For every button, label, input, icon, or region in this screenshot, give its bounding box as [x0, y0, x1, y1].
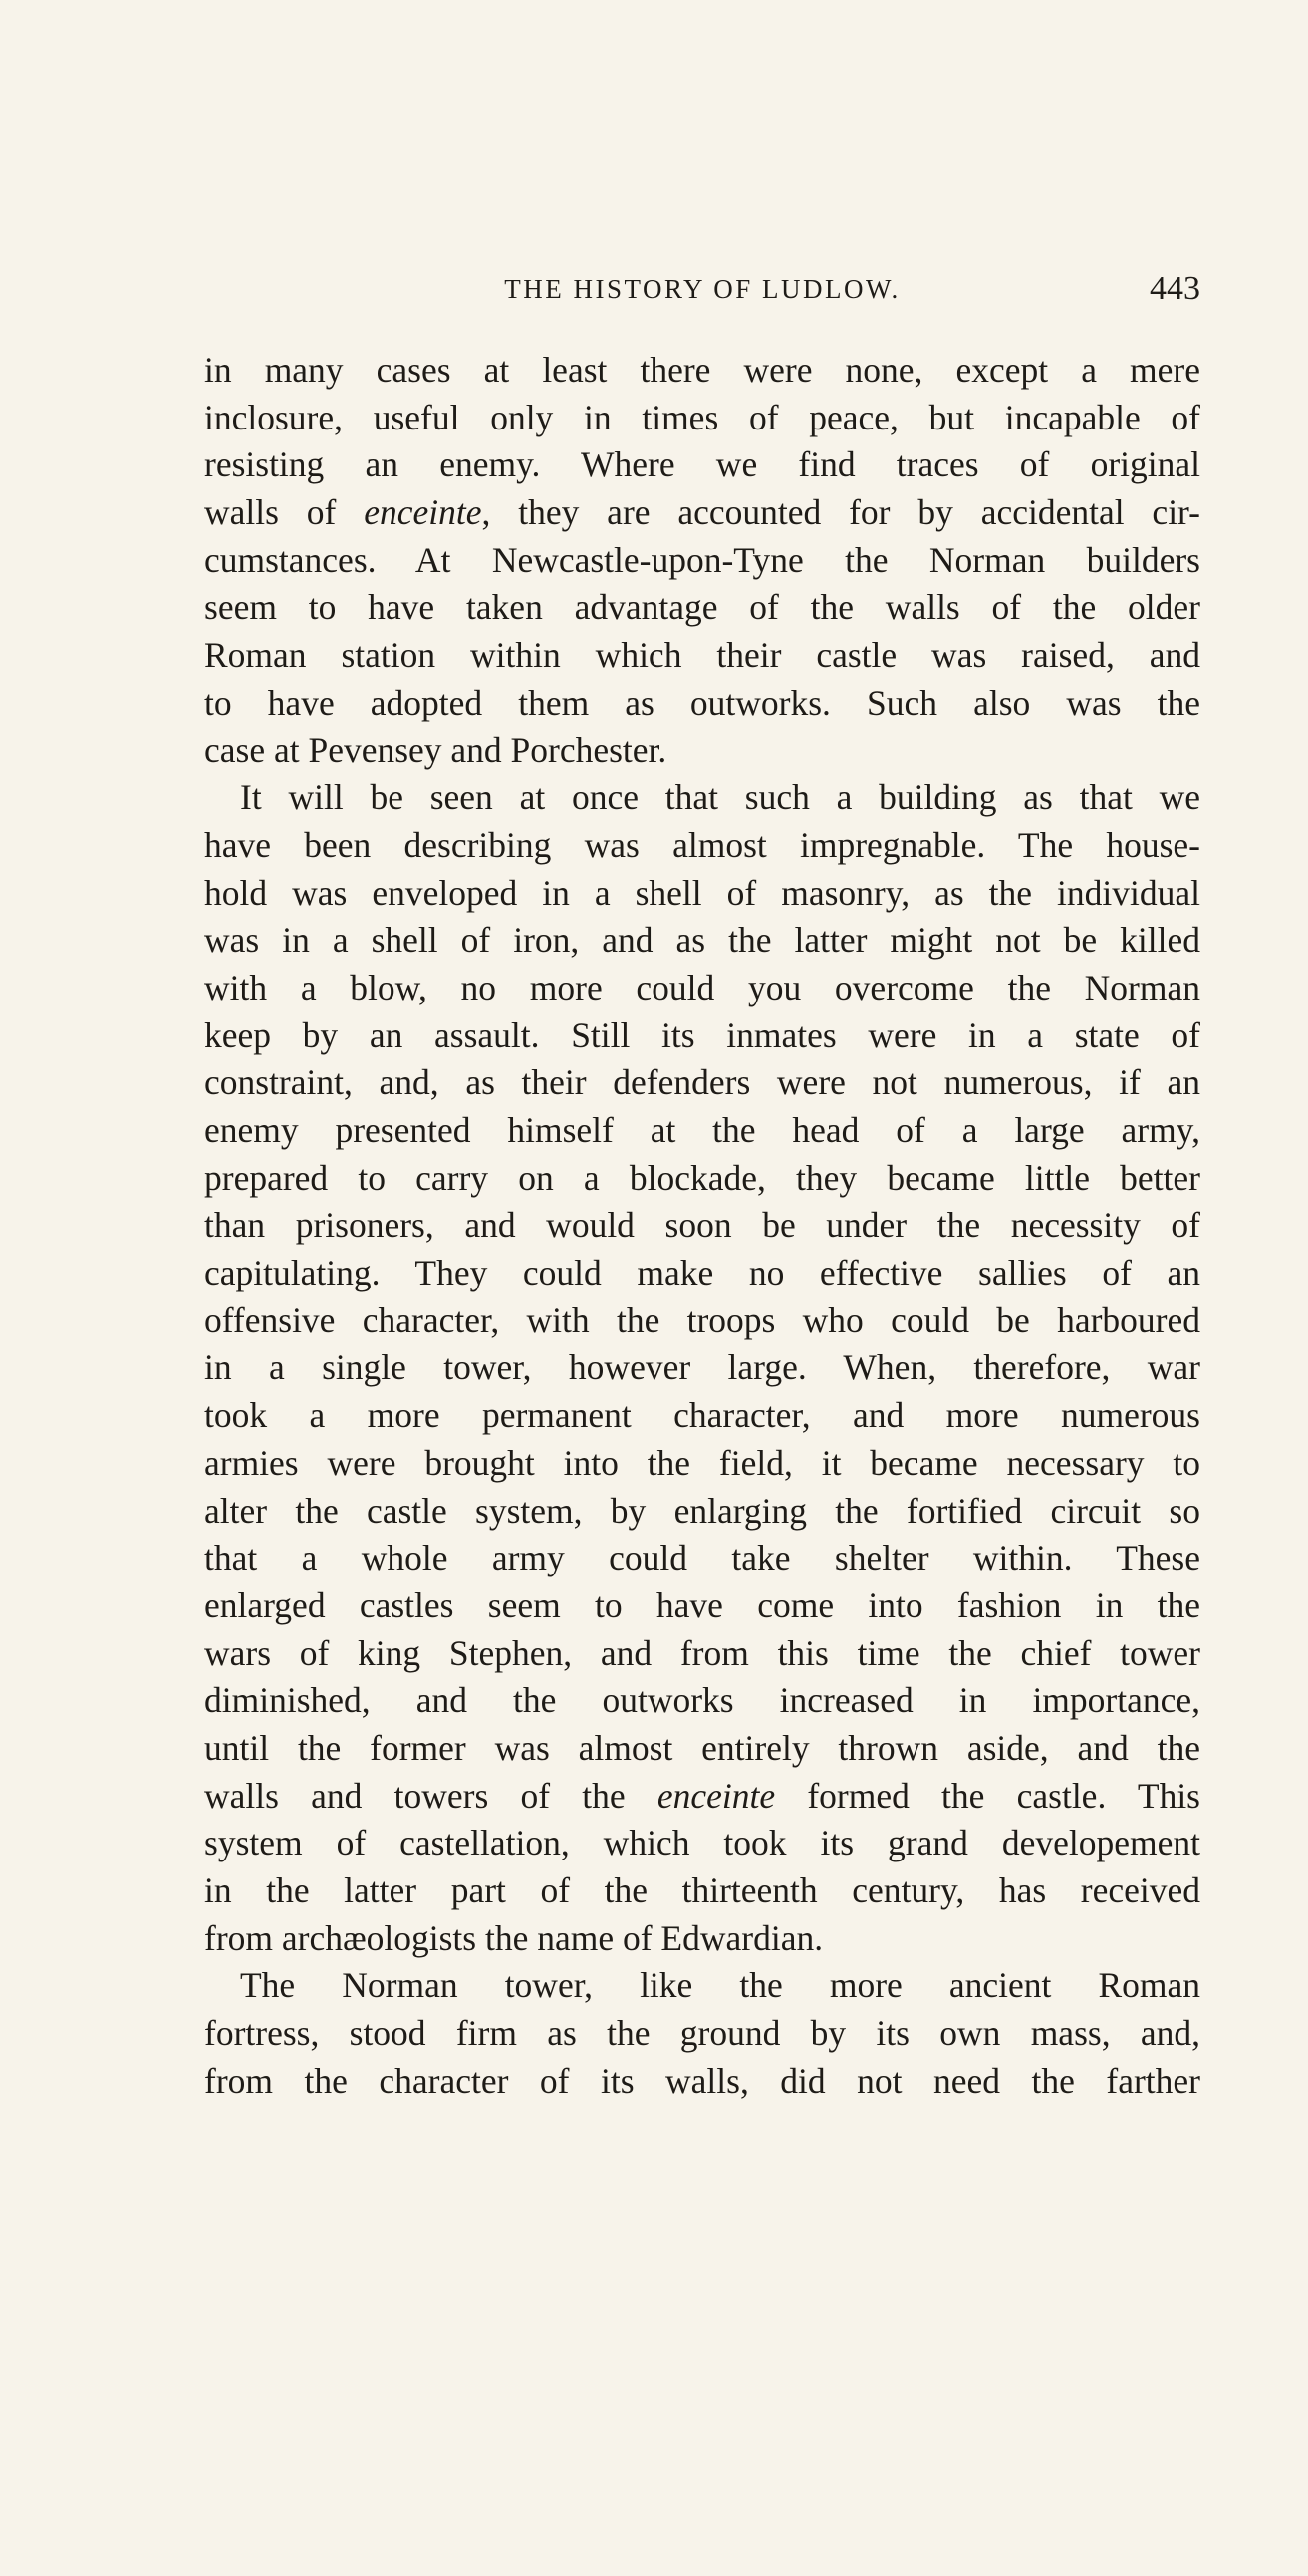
italic-term: enceinte — [656, 1775, 776, 1816]
italic-term: enceinte — [364, 492, 482, 533]
text-line: case at Pevensey and Porchester. — [204, 729, 667, 770]
body-text — [204, 347, 1200, 2105]
text-line: prepared to carry on a blockade, they became little better — [204, 1157, 1200, 1198]
text-line: with a blow, no more could you overcome the Norman — [204, 967, 1200, 1007]
text-line: enemy presented himself at the head of a large army, — [204, 1110, 1200, 1150]
paragraph-start-line: The Norman tower, like the more ancient Roman — [240, 1965, 1200, 2006]
text-line: hold was enveloped in a shell of masonry, as the individual — [204, 872, 1200, 913]
text-line: fortress, stood firm as the ground by its own mass, and, — [204, 2013, 1200, 2054]
text-line: than prisoners, and would soon be under the necessity of — [204, 1205, 1200, 1246]
text-line — [204, 1773, 1200, 1821]
text-line: armies were brought into the field, it became necessary to — [204, 1442, 1200, 1483]
text-line — [204, 489, 1200, 537]
text-line: from archæologists the name of Edwardian. — [204, 1917, 824, 1958]
text-line: capitulating. They could make no effective sallies of an — [204, 1253, 1200, 1293]
text-line: in many cases at least there were none, except a mere — [204, 350, 1200, 390]
page-number: 443 — [1150, 270, 1200, 307]
paragraph-start-line: It will be seen at once that such a building as that we — [240, 777, 1200, 818]
text-line: diminished, and the outworks increased in importance, — [204, 1680, 1200, 1721]
text-line: have been describing was almost impregnable. The house- — [204, 824, 1200, 865]
text-segment: walls of — [204, 492, 365, 533]
text-line: wars of king Stephen, and from this time the chief tower — [204, 1632, 1200, 1673]
text-line: alter the castle system, by enlarging the fortified circuit so — [204, 1490, 1200, 1531]
text-line: resisting an enemy. Where we find traces of original — [204, 444, 1200, 485]
text-line: system of castellation, which took its grand developement — [204, 1823, 1200, 1863]
text-line: cumstances. At Newcastle-upon-Tyne the Norman builders — [204, 539, 1200, 580]
text-line: keep by an assault. Still its inmates were in a state of — [204, 1014, 1200, 1055]
text-line: in a single tower, however large. When, therefore, war — [204, 1347, 1200, 1388]
text-line: inclosure, useful only in times of peace, but incapable of — [204, 397, 1200, 437]
text-line: until the former was almost entirely thrown aside, and the — [204, 1727, 1200, 1768]
text-line: in the latter part of the thirteenth century, has received — [204, 1870, 1200, 1910]
text-line: constraint, and, as their defenders were not numerous, if an — [204, 1062, 1200, 1103]
running-title: THE HISTORY OF LUDLOW. — [504, 274, 901, 304]
text-line: to have adopted them as outworks. Such also was the — [204, 682, 1200, 722]
text-segment: formed the castle. This — [775, 1775, 1200, 1816]
text-line: offensive character, with the troops who could be harboured — [204, 1299, 1200, 1340]
text-line: enlarged castles seem to have come into fashion in the — [204, 1584, 1200, 1625]
text-line: took a more permanent character, and more numerous — [204, 1395, 1200, 1436]
text-segment: , they are accounted for by accidental cir- — [481, 492, 1200, 533]
text-line: was in a shell of iron, and as the latter might not be killed — [204, 920, 1200, 961]
text-line: that a whole army could take shelter within. These — [204, 1538, 1200, 1578]
running-head — [204, 269, 1200, 309]
text-line: Roman station within which their castle was raised, and — [204, 635, 1200, 676]
text-segment: walls and towers of the — [204, 1775, 657, 1816]
text-line: from the character of its walls, did not need the farther — [204, 2060, 1200, 2101]
text-line: seem to have taken advantage of the walls of the older — [204, 587, 1200, 628]
